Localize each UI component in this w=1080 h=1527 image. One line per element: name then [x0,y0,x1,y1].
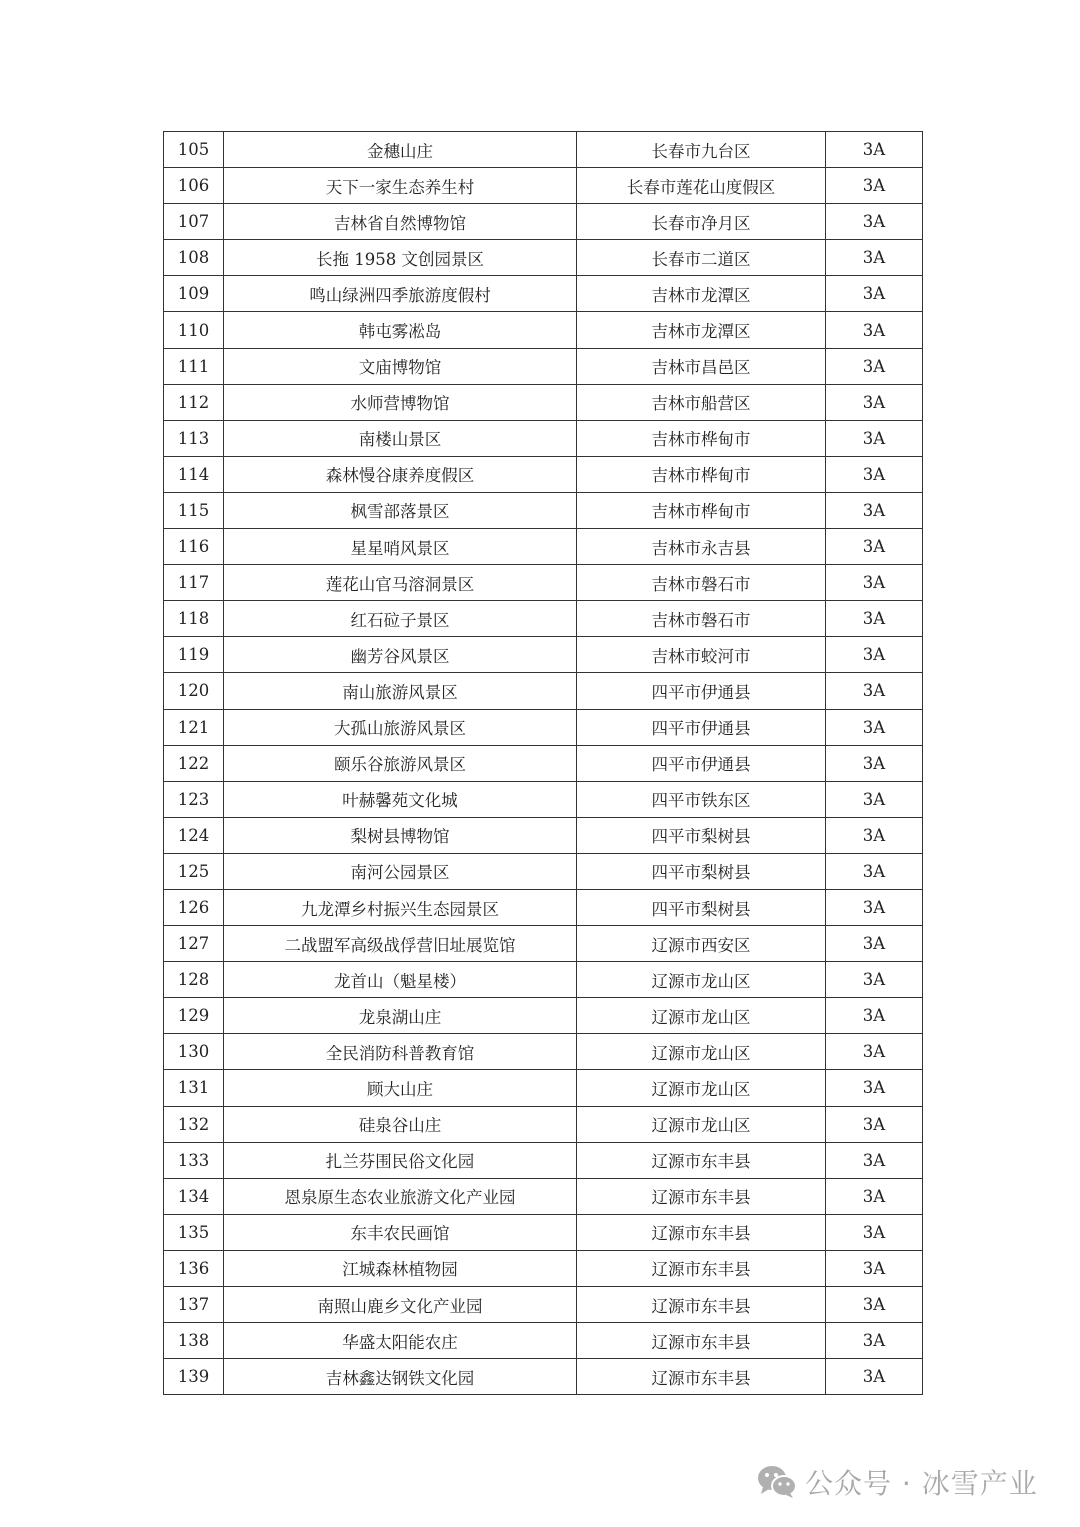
location-cell: 辽源市西安区 [577,926,826,962]
location-cell: 四平市伊通县 [577,709,826,745]
scenic-spot-name-cell: 南照山鹿乡文化产业园 [224,1287,577,1323]
location-cell: 四平市梨树县 [577,853,826,889]
row-number-cell: 124 [164,817,224,853]
table-row [164,781,923,817]
table-row [164,817,923,853]
rating-cell: 3A [826,1323,923,1359]
location-cell: 吉林市磐石市 [577,601,826,637]
scenic-spot-name-cell: 叶赫馨苑文化城 [224,781,577,817]
rating-cell: 3A [826,1106,923,1142]
rating-cell: 3A [826,962,923,998]
row-number-cell: 139 [164,1359,224,1395]
row-number-cell: 126 [164,889,224,925]
scenic-spot-name-cell: 颐乐谷旅游风景区 [224,745,577,781]
row-number-cell: 115 [164,492,224,528]
rating-cell: 3A [826,1070,923,1106]
location-cell: 辽源市东丰县 [577,1323,826,1359]
row-number-cell: 117 [164,565,224,601]
table-row [164,565,923,601]
scenic-spot-name-cell: 水师营博物馆 [224,384,577,420]
rating-cell: 3A [826,565,923,601]
location-cell: 辽源市东丰县 [577,1250,826,1286]
rating-cell: 3A [826,529,923,565]
location-cell: 吉林市桦甸市 [577,492,826,528]
scenic-spot-name-cell: 扎兰芬围民俗文化园 [224,1142,577,1178]
location-cell: 吉林市桦甸市 [577,456,826,492]
rating-cell: 3A [826,1214,923,1250]
row-number-cell: 122 [164,745,224,781]
scenic-spot-name-cell: 红石砬子景区 [224,601,577,637]
location-cell: 四平市铁东区 [577,781,826,817]
rating-cell: 3A [826,709,923,745]
scenic-spot-name-cell: 龙泉湖山庄 [224,998,577,1034]
table-row [164,1359,923,1395]
rating-cell: 3A [826,853,923,889]
location-cell: 吉林市昌邑区 [577,348,826,384]
scenic-spot-name-cell: 森林慢谷康养度假区 [224,456,577,492]
scenic-spot-name-cell: 南楼山景区 [224,420,577,456]
row-number-cell: 112 [164,384,224,420]
rating-cell: 3A [826,637,923,673]
location-cell: 吉林市永吉县 [577,529,826,565]
table-row [164,1214,923,1250]
location-cell: 辽源市龙山区 [577,998,826,1034]
row-number-cell: 131 [164,1070,224,1106]
scenic-spot-name-cell: 江城森林植物园 [224,1250,577,1286]
scenic-spot-name-cell: 文庙博物馆 [224,348,577,384]
rating-cell: 3A [826,889,923,925]
rating-cell: 3A [826,312,923,348]
row-number-cell: 128 [164,962,224,998]
wechat-icon [757,1465,797,1499]
location-cell: 辽源市龙山区 [577,962,826,998]
row-number-cell: 107 [164,204,224,240]
scenic-spot-name-cell: 长拖 1958 文创园景区 [224,240,577,276]
scenic-spot-name-cell: 吉林鑫达钢铁文化园 [224,1359,577,1395]
rating-cell: 3A [826,168,923,204]
rating-cell: 3A [826,492,923,528]
scenic-spot-name-cell: 全民消防科普教育馆 [224,1034,577,1070]
scenic-spot-name-cell: 金穗山庄 [224,132,577,168]
scenic-spots-table [163,131,923,1395]
location-cell: 辽源市龙山区 [577,1106,826,1142]
location-cell: 吉林市蛟河市 [577,637,826,673]
row-number-cell: 123 [164,781,224,817]
rating-cell: 3A [826,204,923,240]
scenic-spot-name-cell: 枫雪部落景区 [224,492,577,528]
location-cell: 长春市莲花山度假区 [577,168,826,204]
rating-cell: 3A [826,1250,923,1286]
table-row [164,492,923,528]
location-cell: 四平市伊通县 [577,745,826,781]
table-row [164,889,923,925]
rating-cell: 3A [826,420,923,456]
table-row [164,384,923,420]
row-number-cell: 134 [164,1178,224,1214]
rating-cell: 3A [826,240,923,276]
row-number-cell: 133 [164,1142,224,1178]
scenic-spot-name-cell: 龙首山（魁星楼） [224,962,577,998]
rating-cell: 3A [826,132,923,168]
table-row [164,853,923,889]
row-number-cell: 118 [164,601,224,637]
scenic-spot-name-cell: 恩泉原生态农业旅游文化产业园 [224,1178,577,1214]
scenic-spot-name-cell: 天下一家生态养生村 [224,168,577,204]
scenic-spot-name-cell: 九龙潭乡村振兴生态园景区 [224,889,577,925]
table-row [164,132,923,168]
scenic-spot-name-cell: 二战盟军高级战俘营旧址展览馆 [224,926,577,962]
rating-cell: 3A [826,745,923,781]
scenic-spot-name-cell: 鸣山绿洲四季旅游度假村 [224,276,577,312]
table-row [164,420,923,456]
scenic-spot-name-cell: 硅泉谷山庄 [224,1106,577,1142]
location-cell: 辽源市东丰县 [577,1359,826,1395]
rating-cell: 3A [826,926,923,962]
location-cell: 长春市二道区 [577,240,826,276]
table-row [164,348,923,384]
rating-cell: 3A [826,1287,923,1323]
location-cell: 辽源市东丰县 [577,1142,826,1178]
row-number-cell: 113 [164,420,224,456]
table-row [164,745,923,781]
table-row [164,1070,923,1106]
row-number-cell: 130 [164,1034,224,1070]
scenic-spot-name-cell: 华盛太阳能农庄 [224,1323,577,1359]
rating-cell: 3A [826,601,923,637]
rating-cell: 3A [826,781,923,817]
table-row [164,1034,923,1070]
row-number-cell: 138 [164,1323,224,1359]
scenic-spot-name-cell: 星星哨风景区 [224,529,577,565]
row-number-cell: 135 [164,1214,224,1250]
row-number-cell: 136 [164,1250,224,1286]
row-number-cell: 127 [164,926,224,962]
scenic-spot-name-cell: 大孤山旅游风景区 [224,709,577,745]
table-row [164,673,923,709]
table-row [164,998,923,1034]
rating-cell: 3A [826,456,923,492]
rating-cell: 3A [826,998,923,1034]
row-number-cell: 121 [164,709,224,745]
table-row [164,1106,923,1142]
table-row [164,709,923,745]
rating-cell: 3A [826,673,923,709]
table-row [164,276,923,312]
table-row [164,926,923,962]
rating-cell: 3A [826,276,923,312]
row-number-cell: 106 [164,168,224,204]
scenic-spot-name-cell: 梨树县博物馆 [224,817,577,853]
scenic-spot-name-cell: 莲花山官马溶洞景区 [224,565,577,601]
table-row [164,1323,923,1359]
table-row [164,456,923,492]
scenic-spot-name-cell: 吉林省自然博物馆 [224,204,577,240]
rating-cell: 3A [826,1142,923,1178]
table-row [164,204,923,240]
row-number-cell: 120 [164,673,224,709]
table-row [164,168,923,204]
location-cell: 辽源市东丰县 [577,1214,826,1250]
rating-cell: 3A [826,1178,923,1214]
location-cell: 长春市九台区 [577,132,826,168]
location-cell: 辽源市龙山区 [577,1034,826,1070]
table-row [164,1178,923,1214]
rating-cell: 3A [826,817,923,853]
scenic-spot-name-cell: 南河公园景区 [224,853,577,889]
table-row [164,529,923,565]
scenic-spot-name-cell: 顾大山庄 [224,1070,577,1106]
table-row [164,1250,923,1286]
row-number-cell: 111 [164,348,224,384]
rating-cell: 3A [826,1359,923,1395]
table-row [164,240,923,276]
row-number-cell: 109 [164,276,224,312]
location-cell: 四平市梨树县 [577,889,826,925]
row-number-cell: 108 [164,240,224,276]
scenic-spot-name-cell: 韩屯雾凇岛 [224,312,577,348]
location-cell: 辽源市龙山区 [577,1070,826,1106]
location-cell: 吉林市磐石市 [577,565,826,601]
row-number-cell: 116 [164,529,224,565]
watermark [757,1462,1038,1502]
scenic-spot-name-cell: 南山旅游风景区 [224,673,577,709]
table-row [164,312,923,348]
row-number-cell: 137 [164,1287,224,1323]
table-row [164,962,923,998]
location-cell: 吉林市龙潭区 [577,312,826,348]
row-number-cell: 110 [164,312,224,348]
location-cell: 吉林市龙潭区 [577,276,826,312]
location-cell: 四平市伊通县 [577,673,826,709]
location-cell: 吉林市船营区 [577,384,826,420]
location-cell: 长春市净月区 [577,204,826,240]
rating-cell: 3A [826,384,923,420]
location-cell: 辽源市东丰县 [577,1287,826,1323]
table-row [164,1287,923,1323]
location-cell: 四平市梨树县 [577,817,826,853]
watermark-text: 公众号 · 冰雪产业 [805,1467,1038,1500]
table-row [164,601,923,637]
table-row [164,637,923,673]
row-number-cell: 129 [164,998,224,1034]
rating-cell: 3A [826,348,923,384]
scenic-spot-name-cell: 幽芳谷风景区 [224,637,577,673]
row-number-cell: 132 [164,1106,224,1142]
scenic-spot-name-cell: 东丰农民画馆 [224,1214,577,1250]
location-cell: 辽源市东丰县 [577,1178,826,1214]
table-row [164,1142,923,1178]
rating-cell: 3A [826,1034,923,1070]
row-number-cell: 119 [164,637,224,673]
location-cell: 吉林市桦甸市 [577,420,826,456]
row-number-cell: 125 [164,853,224,889]
row-number-cell: 114 [164,456,224,492]
row-number-cell: 105 [164,132,224,168]
